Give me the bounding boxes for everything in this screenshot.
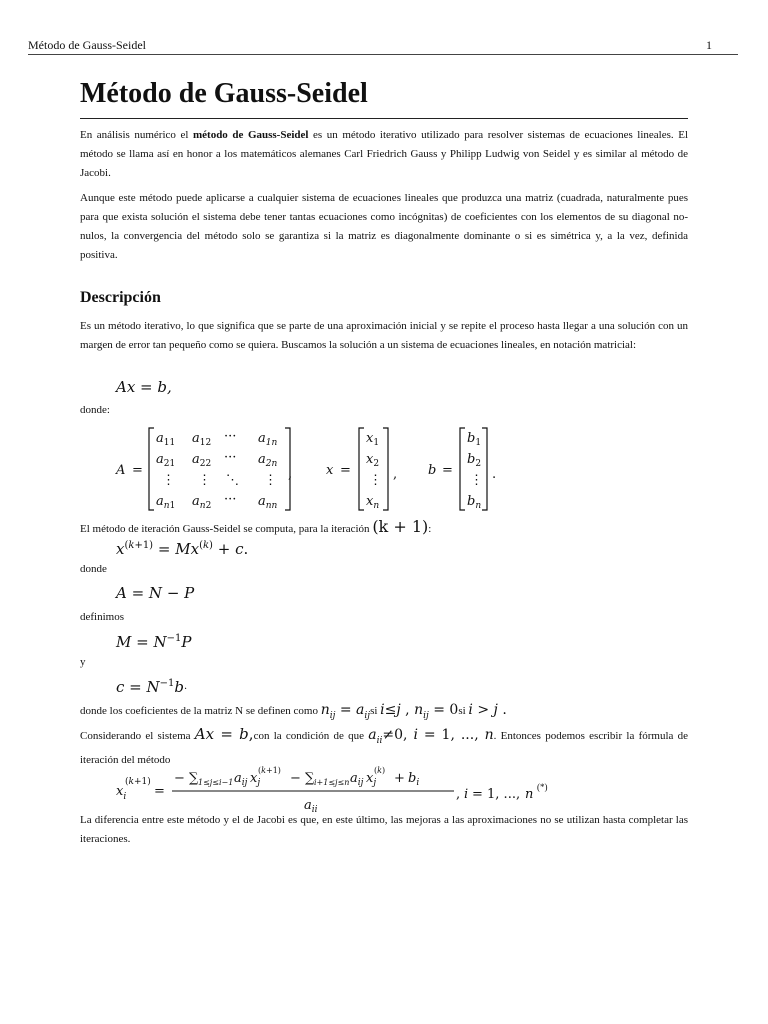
- svg-text:+: +: [394, 771, 405, 786]
- svg-text:,: ,: [288, 467, 293, 482]
- svg-text:⋮: ⋮: [470, 473, 483, 488]
- page-title: Método de Gauss-Seidel: [80, 78, 368, 109]
- coef-eq-1: $n_{ij} = a_{ij}$: [320, 702, 371, 721]
- intro-paragraph-2: Aunque este método puede aplicarse a cualquier sistema de ecuaciones lineales que produzca una matriz (cuadrada, naturalmente pues para que exista solución el sistema debe tener tantas ecuaciones como incógnitas) de coeficientes con los elementos de su diagonal no-nulos, la convergencia del método solo se garantiza si la matriz es diagonalmente dominante o si es simétrica y, a la vez, definida positiva.: [80, 192, 688, 261]
- svg-text:,: ,: [393, 467, 398, 482]
- svg-text:···: ···: [224, 492, 237, 507]
- svg-text:an2: $a_{n2}$: [192, 494, 212, 511]
- svg-text:b: b: [428, 463, 437, 478]
- svg-text:bn: $b_n$: [467, 494, 482, 511]
- svg-text:xj: $x_j$: [250, 771, 261, 788]
- svg-text:a12: $a_{12}$: [192, 431, 212, 448]
- coef-cond-2: i > j .: [468, 702, 507, 718]
- svg-text:− ∑: − ∑: [290, 771, 315, 786]
- svg-text:1≤j≤i−1: 1≤j≤i−1: [198, 778, 234, 787]
- svg-text:− ∑: − ∑: [174, 771, 199, 786]
- intro-paragraph-1: [80, 126, 688, 183]
- svg-text:a1n: $a_{1n}$: [258, 431, 278, 448]
- svg-text:= 1, ...,: = 1, ...,: [472, 787, 521, 802]
- svg-text:A: A: [116, 463, 126, 478]
- donde-label: donde:: [80, 404, 110, 416]
- svg-text:a2n: $a_{2n}$: [258, 452, 278, 469]
- svg-text:···: ···: [224, 429, 237, 444]
- svg-text:aij: $a_{ij}$: [350, 771, 364, 788]
- svg-text:(k+1): (k+1): [258, 766, 281, 775]
- svg-text:=: =: [154, 784, 165, 799]
- coef-si-1: si: [370, 705, 378, 717]
- svg-text:bi: $b_i$: [408, 771, 420, 788]
- intro-bold-term: método de Gauss-Seidel: [192, 129, 309, 141]
- condition-eq: $a_{ii}\ne 0$, i = 1, ..., n: [368, 727, 494, 746]
- svg-text:n: n: [525, 787, 534, 802]
- matrix-equation: [112, 424, 502, 514]
- svg-text:···: ···: [224, 450, 237, 465]
- svg-text:an1: $a_{n1}$: [156, 494, 176, 511]
- intro-text: En análisis numérico el: [80, 129, 193, 141]
- final-paragraph: La diferencia entre este método y el de Jacobi es que, en este último, las mejoras a las aproximaciones no se utilizan hasta completar las iteraciones.: [80, 814, 688, 845]
- equation-c: $c = N^{-1}b\cdot$: [116, 678, 188, 696]
- coef-si-2: si: [458, 705, 466, 717]
- page-number: 1: [706, 38, 712, 52]
- section-paragraph: Es un método iterativo, lo que significa que se parte de una aproximación inicial y se repite el proceso hasta llegar a una solución con un margen de error tan pequeño como se quiera. Buscamos la solución a un sistema de ecuaciones lineales, en notación matricial:: [80, 320, 688, 351]
- svg-text:⋮: ⋮: [369, 473, 382, 488]
- svg-text:x2: $x_2$: [366, 452, 380, 469]
- svg-text:=: =: [132, 463, 143, 478]
- svg-text:b2: $b_2$: [467, 452, 482, 469]
- iteration-sentence: [80, 517, 431, 536]
- svg-text:.: .: [492, 467, 497, 482]
- equation-m: $M = N^{-1}P$: [116, 633, 192, 651]
- svg-text:x1: $x_1$: [366, 431, 380, 448]
- svg-text:xj: $x_j$: [366, 771, 377, 788]
- iteration-colon: :: [428, 523, 432, 535]
- y-label: y: [80, 656, 86, 668]
- svg-text:⋱: ⋱: [226, 473, 239, 488]
- system-eq: Ax = b,: [194, 725, 254, 743]
- formula-star: (*): [537, 782, 548, 792]
- svg-text:(k+1): (k+1): [125, 777, 151, 787]
- svg-text:=: =: [340, 463, 351, 478]
- coefficients-line: [80, 702, 507, 721]
- iteration-text: El método de iteración Gauss-Seidel se computa, para la iteración: [80, 523, 370, 535]
- svg-text:aij: $a_{ij}$: [234, 771, 248, 788]
- section-heading: Descripción: [80, 289, 161, 306]
- iteration-k: (k + 1): [372, 517, 429, 536]
- svg-text:b1: $b_1$: [467, 431, 482, 448]
- equation-ax-b: Ax = b,: [116, 378, 172, 396]
- donde-label-2: donde: [80, 563, 107, 575]
- formula-text: fórmula de iteración del método: [80, 730, 689, 766]
- svg-text:i+1≤j≤n: i+1≤j≤n: [314, 778, 350, 787]
- svg-text:⋮: ⋮: [162, 473, 175, 488]
- definimos-label: definimos: [80, 611, 124, 623]
- condition-text: con la condición de que: [253, 730, 365, 742]
- equation-a-n-p: A = N − P: [116, 584, 195, 602]
- svg-text:a21: $a_{21}$: [156, 452, 176, 469]
- entonces-text: . Entonces podemos escribir la: [493, 730, 635, 742]
- svg-text:ann: $a_{nn}$: [258, 494, 278, 511]
- svg-text:xi: $x_i$: [116, 784, 127, 802]
- svg-text:i: i: [464, 787, 469, 802]
- svg-text:,: ,: [456, 787, 461, 802]
- svg-text:=: =: [442, 463, 453, 478]
- gauss-seidel-formula: [112, 764, 572, 814]
- svg-text:aii: $a_{ii}$: [304, 798, 318, 814]
- coef-cond-1: i≤j , $n_{ij} = 0$: [380, 702, 459, 721]
- running-title: Método de Gauss-Seidel: [28, 38, 146, 52]
- svg-text:⋮: ⋮: [264, 473, 277, 488]
- equation-iteration: $x^{(k+1)} = Mx^{(k)} + c$.: [116, 540, 249, 558]
- intro-text-rest: es un método iterativo utilizado para resolver sistemas de ecuaciones lineales. El método se llama así en honor a los matemáticos alemanes Carl Friedrich Gauss y Philipp Ludwig von Seidel y es similar al método de Jacobi.: [80, 129, 688, 179]
- svg-text:(k): (k): [374, 766, 386, 775]
- considerando-text: Considerando el sistema: [80, 730, 191, 742]
- svg-text:⋮: ⋮: [198, 473, 211, 488]
- svg-text:x: x: [326, 463, 334, 478]
- coefficients-text: donde los coeficientes de la matriz N se definen como: [80, 705, 318, 717]
- svg-text:a11: $a_{11}$: [156, 431, 176, 448]
- svg-text:xn: $x_n$: [366, 494, 380, 511]
- title-rule: [80, 118, 688, 119]
- svg-text:a22: $a_{22}$: [192, 452, 212, 469]
- header-rule: [28, 54, 738, 55]
